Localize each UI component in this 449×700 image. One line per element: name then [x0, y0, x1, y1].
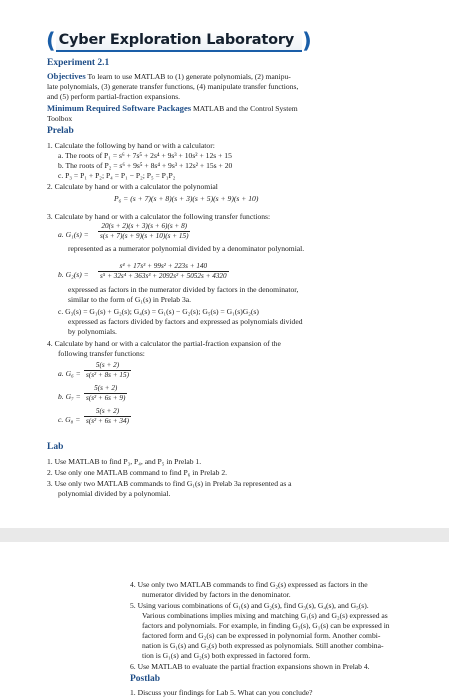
objectives-line-2: late polynomials, (3) generate transfer functions, (4) manipulate transfer functions, [47, 82, 299, 91]
q3b-denominator: s⁵ + 32s⁴ + 363s³ + 2092s² + 5052s + 4320 [100, 271, 227, 280]
textbook-page-bottom [0, 542, 449, 700]
q3a-denominator: s(s + 7)(s + 9)(s + 10)(s + 15) [100, 231, 189, 240]
lab-item-5-line-5: nation is G₁(s) and G₂(s) both expressed as polynomials. Still another combina- [142, 641, 384, 650]
q4b-denominator: s(s² + 6s + 9) [86, 393, 126, 402]
q4c-fraction [84, 407, 131, 425]
software-line-1 [47, 104, 298, 114]
prelab-heading: Prelab [47, 126, 74, 136]
q3b-note-1: expressed as factors in the numerator divided by factors in the denominator, [68, 285, 299, 294]
prelab-q2-equation: P₆ = (s + 7)(s + 8)(s + 3)(s + 5)(s + 9)(s + 10) [114, 194, 259, 203]
prelab-q1c: c. P₃ = P₁ + P₂; P₄ = P₁ − P₂; P₅ = P₁P₂ [58, 171, 176, 180]
prelab-q1a: a. The roots of P₁ = s⁶ + 7s⁵ + 2s⁴ + 9s³ + 10s² + 12s + 15 [58, 151, 232, 160]
lab-item-4: 4. Use only two MATLAB commands to find G₂(s) expressed as factors in the [130, 580, 368, 589]
q3a-lhs: a. G₁(s) = [58, 230, 89, 239]
lab-item-5-line-6: tion is G₁(s) and G₂(s) both expressed in factored form. [142, 651, 311, 660]
lab-item-1: 1. Use MATLAB to find P₃, P₄, and P₅ in Prelab 1. [47, 457, 202, 466]
q3a-numerator: 20(s + 2)(s + 3)(s + 6)(s + 8) [101, 222, 188, 230]
q3b-numerator: s⁴ + 17s³ + 99s² + 223s + 140 [119, 262, 208, 270]
prelab-q1: 1. Calculate the following by hand or with a calculator: [47, 141, 215, 150]
q4b-numerator: 5(s + 2) [94, 384, 118, 392]
experiment-heading: Experiment 2.1 [47, 58, 110, 68]
lab-title: Cyber Exploration Laboratory [56, 30, 302, 52]
right-brace-icon: ) [302, 29, 312, 53]
lab-item-5-line-3: factors and polynomials. For example, in finding G₃(s), G₁(s) can be expressed in [142, 621, 390, 630]
q4c-denominator: s(s² + 6s + 34) [86, 416, 130, 425]
q4c-numerator: 5(s + 2) [95, 407, 120, 415]
q4a-lhs: a. G₆ = [58, 369, 81, 378]
lab-item-5-line-2: Various combinations implies mixing and matching G₁(s) and G₂(s) expressed as [142, 611, 388, 620]
q3a-note: represented as a numerator polynomial divided by a denominator polynomial. [68, 244, 305, 253]
lab-item-3: 3. Use only two MATLAB commands to find G₁(s) in Prelab 3a represented as a [47, 479, 292, 488]
prelab-q4-line-2: following transfer functions: [58, 349, 145, 358]
prelab-q4: 4. Calculate by hand or with a calculator the partial-fraction expansion of the [47, 339, 281, 348]
prelab-q3: 3. Calculate by hand or with a calculator the following transfer functions: [47, 212, 271, 221]
software-label: Minimum Required Software Packages [47, 103, 192, 113]
q4b-fraction [84, 384, 127, 402]
software-line-2: Toolbox [47, 114, 73, 123]
prelab-q2: 2. Calculate by hand or with a calculator the polynomial [47, 182, 218, 191]
q4a-denominator: s(s² + 8s + 15) [86, 370, 130, 379]
lab-item-5-line-4: factored form and G₂(s) can be expressed in polynomial form. Another combi- [142, 631, 381, 640]
objectives-line-1 [47, 72, 291, 82]
objectives-text-1: To learn to use MATLAB to (1) generate polynomials, (2) manipu- [87, 72, 291, 81]
q3c-line-2: expressed as factors divided by factors and expressed as polynomials divided [68, 317, 303, 326]
q3a-fraction [98, 222, 190, 240]
left-brace-icon: ( [46, 29, 56, 53]
postlab-item-1: 1. Discuss your findings for Lab 5. What can you conclude? [130, 688, 313, 697]
lab-item-2: 2. Use only one MATLAB command to find P₆ in Prelab 2. [47, 468, 228, 477]
q3b-note-2: similar to the form of G₁(s) in Prelab 3a. [68, 295, 192, 304]
prelab-q1b: b. The roots of P₂ = s⁶ + 9s⁵ + 8s⁴ + 9s³ + 12s² + 15s + 20 [58, 161, 233, 170]
q4a-fraction [84, 361, 131, 379]
postlab-heading: Postlab [130, 674, 161, 684]
objectives-line-3: and (5) perform partial-fraction expansions. [47, 92, 181, 101]
lab-item-5: 5. Using various combinations of G₁(s) and G₂(s), find G₃(s), G₄(s), and G₅(s). [130, 601, 369, 610]
q3c-line-1: c. G₃(s) = G₁(s) + G₂(s); G₄(s) = G₁(s) − G₂(s); G₅(s) = G₁(s)G₂(s) [58, 307, 259, 316]
software-text: MATLAB and the Control System [193, 104, 298, 113]
q4c-lhs: c. G₈ = [58, 415, 81, 424]
lab-item-3-line-2: polynomial divided by a polynomial. [58, 489, 171, 498]
q3c-line-3: by polynomials. [68, 327, 117, 336]
lab-item-4-line-2: numerator divided by factors in the denominator. [142, 590, 291, 599]
lab-title-banner [46, 30, 312, 52]
q3b-lhs: b. G₂(s) = [58, 270, 89, 279]
objectives-label: Objectives [47, 71, 86, 81]
lab-heading: Lab [47, 442, 64, 452]
q4b-lhs: b. G₇ = [58, 392, 81, 401]
q4a-numerator: 5(s + 2) [95, 361, 120, 369]
q3b-fraction [98, 262, 229, 280]
lab-item-6: 6. Use MATLAB to evaluate the partial fraction expansions shown in Prelab 4. [130, 662, 370, 671]
